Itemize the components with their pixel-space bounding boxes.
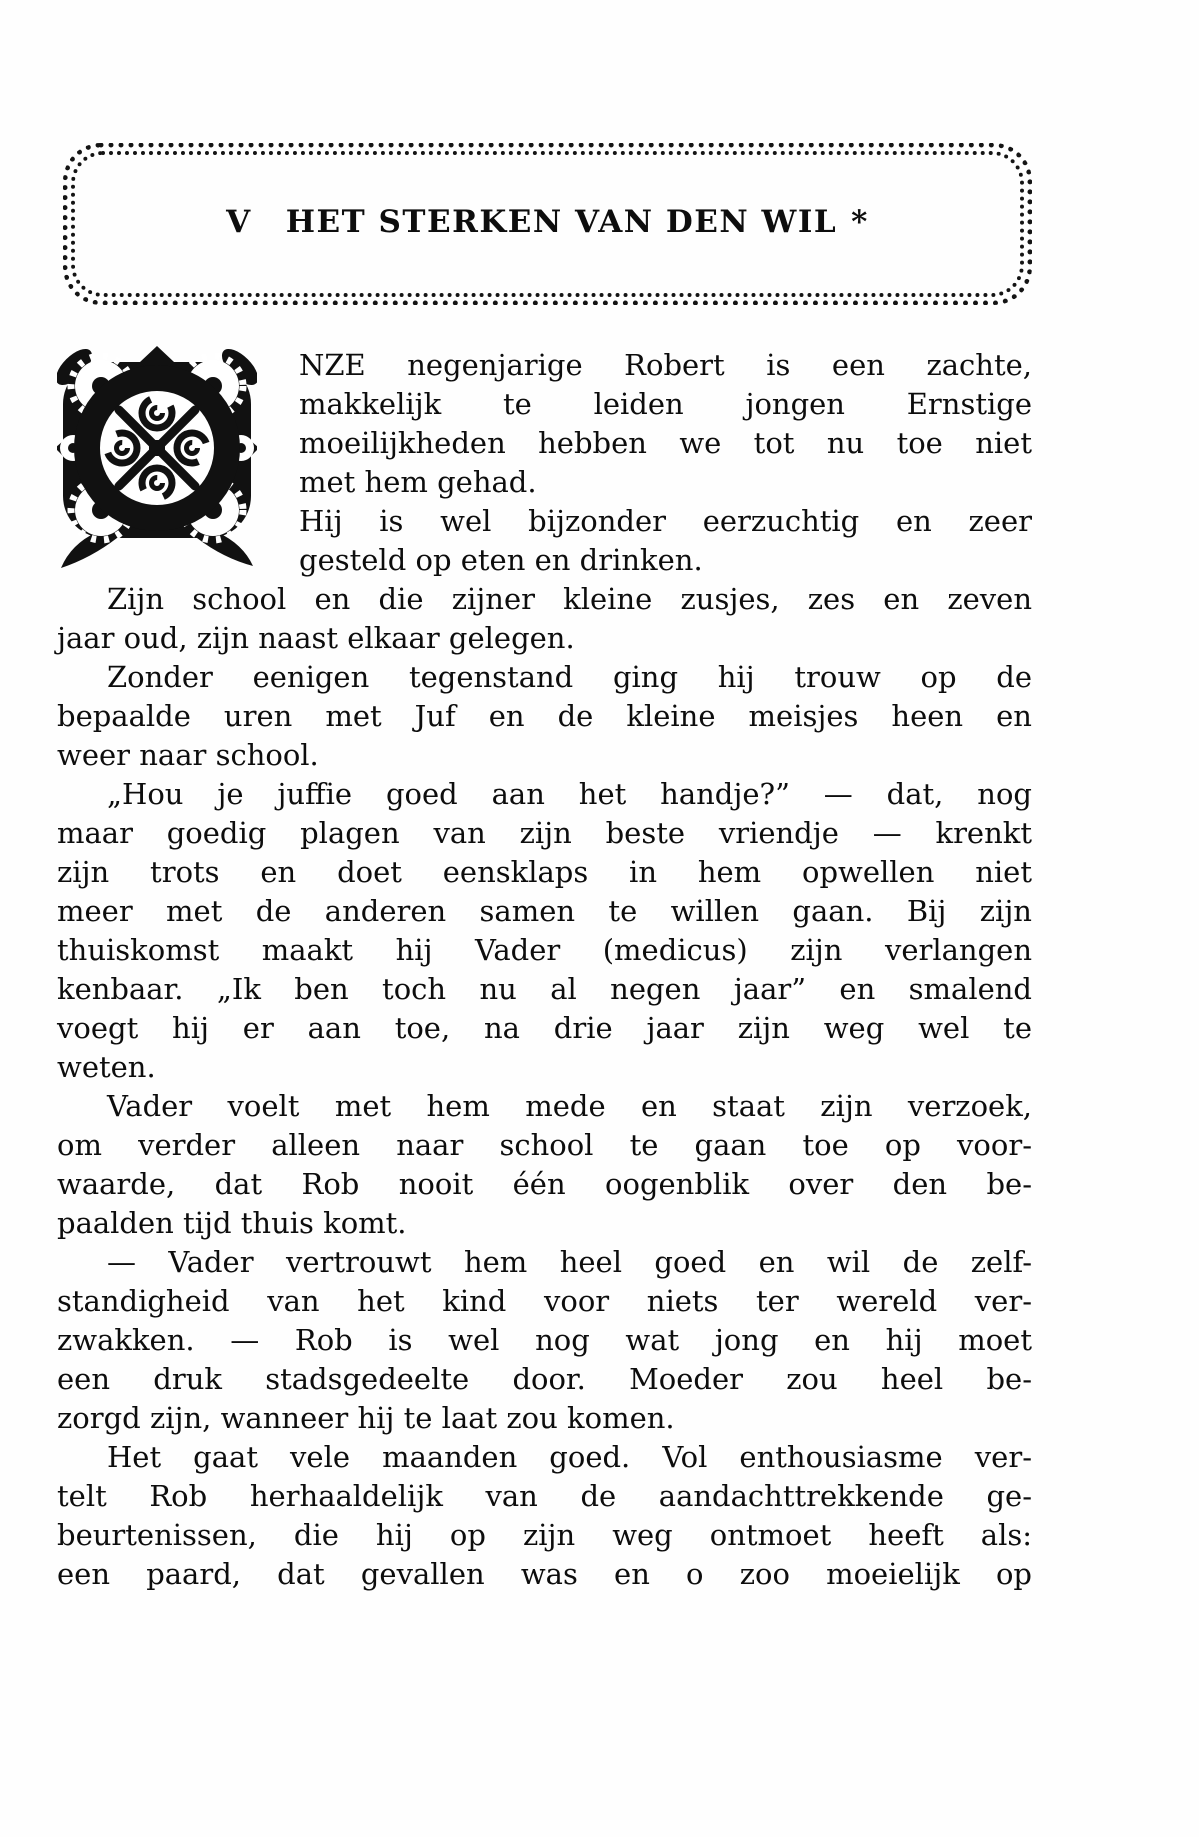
text-line: kenbaar. „Ik ben toch nu al negen jaar” en smalend bbox=[57, 972, 1032, 1006]
text-line: gesteld op eten en drinken. bbox=[299, 543, 703, 577]
text-line: meer met de anderen samen te willen gaan. Bij zijn bbox=[57, 894, 1032, 928]
text-line: maar goedig plagen van zijn beste vriendje — krenkt bbox=[57, 816, 1032, 850]
text-line: standigheid van het kind voor niets ter wereld ver- bbox=[57, 1284, 1032, 1318]
paragraph bbox=[57, 1438, 1032, 1594]
page-body-text bbox=[57, 346, 1032, 1594]
ornamental-initial-o-icon bbox=[57, 346, 299, 578]
text-line: bepaalde uren met Juf en de kleine meisjes heen en bbox=[57, 699, 1032, 733]
text-line: NZE negenjarige Robert is een zachte, bbox=[299, 348, 1032, 382]
chapter-header-box bbox=[63, 143, 1032, 305]
chapter-header-inner-border bbox=[71, 151, 1024, 297]
paragraph bbox=[57, 1087, 1032, 1243]
text-line: Het gaat vele maanden goed. Vol enthousiasme ver- bbox=[107, 1440, 1032, 1474]
text-line: Hij is wel bijzonder eerzuchtig en zeer bbox=[299, 504, 1032, 538]
paragraph bbox=[57, 1243, 1032, 1438]
text-line: zorgd zijn, wanneer hij te laat zou komen. bbox=[57, 1401, 675, 1435]
chapter-number: V bbox=[226, 204, 252, 240]
text-line: voegt hij er aan toe, na drie jaar zijn weg wel te bbox=[57, 1011, 1032, 1045]
text-line: telt Rob herhaaldelijk van de aandachttrekkende ge- bbox=[57, 1479, 1032, 1513]
text-line: weer naar school. bbox=[57, 738, 319, 772]
text-line: zijn trots en doet eensklaps in hem opwellen niet bbox=[57, 855, 1032, 889]
chapter-title-text: HET STERKEN VAN DEN WIL bbox=[285, 204, 838, 240]
text-line: Zijn school en die zijner kleine zusjes, zes en zeven bbox=[107, 582, 1032, 616]
text-line: jaar oud, zijn naast elkaar gelegen. bbox=[57, 621, 575, 655]
text-line: met hem gehad. bbox=[299, 465, 537, 499]
chapter-asterisk: * bbox=[851, 204, 869, 240]
text-line: Zonder eenigen tegenstand ging hij trouw op de bbox=[107, 660, 1032, 694]
text-line: een druk stadsgedeelte door. Moeder zou heel be- bbox=[57, 1362, 1032, 1396]
text-line: thuiskomst maakt hij Vader (medicus) zijn verlangen bbox=[57, 933, 1032, 967]
text-line: paalden tijd thuis komt. bbox=[57, 1206, 407, 1240]
text-line: om verder alleen naar school te gaan toe op voor- bbox=[57, 1128, 1032, 1162]
text-line: „Hou je juffie goed aan het handje?” — dat, nog bbox=[107, 777, 1032, 811]
paragraph bbox=[57, 775, 1032, 1087]
text-line: weten. bbox=[57, 1050, 156, 1084]
text-line: moeilijkheden hebben we tot nu toe niet bbox=[299, 426, 1032, 460]
text-line: waarde, dat Rob nooit één oogenblik over den be- bbox=[57, 1167, 1032, 1201]
paragraph bbox=[57, 580, 1032, 658]
text-line: zwakken. — Rob is wel nog wat jong en hij moet bbox=[57, 1323, 1032, 1357]
paragraph bbox=[57, 658, 1032, 775]
text-line: een paard, dat gevallen was en o zoo moeielijk op bbox=[57, 1557, 1032, 1591]
text-line: — Vader vertrouwt hem heel goed en wil de zelf- bbox=[107, 1245, 1032, 1279]
chapter-heading bbox=[226, 204, 869, 240]
text-line: Vader voelt met hem mede en staat zijn verzoek, bbox=[107, 1089, 1032, 1123]
text-line: makkelijk te leiden jongen Ernstige bbox=[299, 387, 1032, 421]
text-line: beurtenissen, die hij op zijn weg ontmoet heeft als: bbox=[57, 1518, 1032, 1552]
